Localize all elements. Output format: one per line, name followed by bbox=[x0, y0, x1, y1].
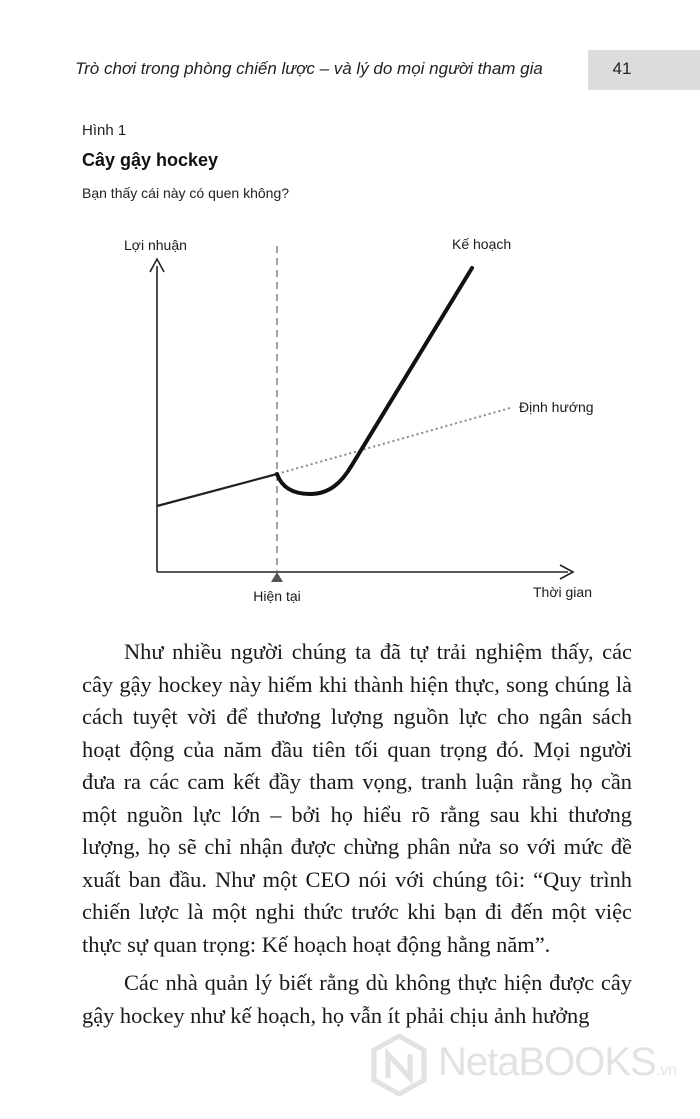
watermark-brand: NetaBOOKS bbox=[438, 1040, 656, 1084]
watermark bbox=[368, 1030, 688, 1100]
figure-label: Hình 1 bbox=[82, 122, 127, 139]
historical-line bbox=[157, 474, 277, 506]
x-axis-label: Thời gian bbox=[533, 584, 592, 600]
direction-series-label: Định hướng bbox=[519, 399, 594, 415]
figure-title: Cây gậy hockey bbox=[82, 150, 219, 170]
plan-series-label: Kế hoạch bbox=[452, 236, 512, 252]
now-marker-label: Hiện tại bbox=[253, 588, 301, 604]
page-number: 41 bbox=[612, 59, 632, 78]
figure-subtitle: Bạn thấy cái này có quen không? bbox=[82, 185, 290, 201]
paragraph: Các nhà quản lý biết rằng dù không thực hiện được cây gậy hockey như kế hoạch, họ vẫn ít phải chịu ảnh hưởng bbox=[82, 970, 632, 1028]
y-axis-label: Lợi nhuận bbox=[124, 237, 187, 253]
watermark-suffix: .vn bbox=[655, 1062, 678, 1079]
now-marker-triangle bbox=[271, 572, 283, 582]
paragraph: Như nhiều người chúng ta đã tự trải nghiệm thấy, các cây gậy hockey này hiếm khi thành hiện thực, song chúng là cách tuyệt vời để thương lượng nguồn lực cho ngân sách hoạt động của năm đầu tiên tối quan trọng đó. Mọi người đưa ra các cam kết đầy tham vọng, tranh luận rằng họ cần một nguồn lực lớn – bởi họ hiểu rõ rằng sau khi thương lượng, họ sẽ chỉ nhận được chừng phân nửa so với mức đề xuất ban đầu. Như một CEO nói với chúng tôi: “Quy trình chiến lược là một nghi thức trước khi bạn đi đến một việc thực sự quan trọng: Kế hoạch hoạt động hằng năm”. bbox=[82, 639, 632, 957]
body-text bbox=[82, 636, 632, 1038]
plan-series-line bbox=[277, 268, 472, 494]
running-header-title: Trò chơi trong phòng chiến lược – và lý do mọi người tham gia bbox=[75, 59, 543, 78]
netabooks-logo-icon bbox=[368, 1034, 430, 1096]
direction-series-line bbox=[277, 408, 510, 474]
watermark-text bbox=[438, 1040, 677, 1085]
